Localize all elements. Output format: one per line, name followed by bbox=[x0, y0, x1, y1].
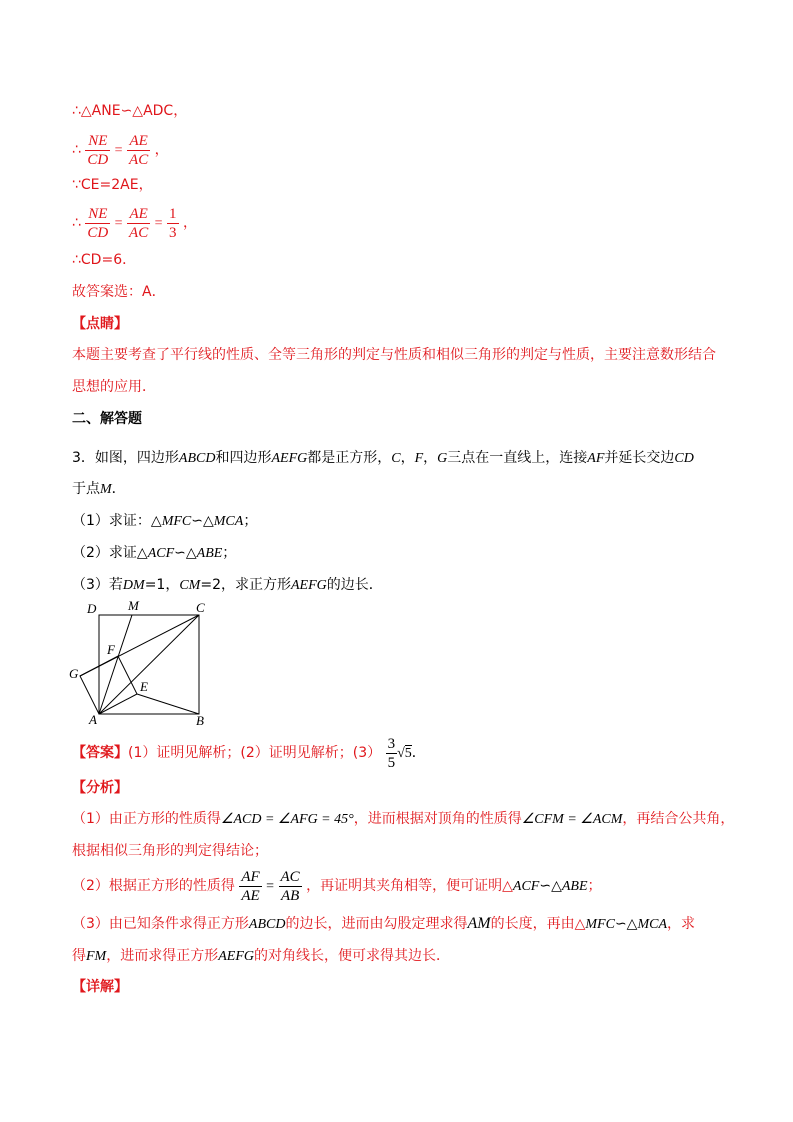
fraction-ae-ac: $\frac{AE}{AC}$ bbox=[129, 205, 149, 241]
equals-sign: = bbox=[154, 216, 163, 231]
question-1: （1）求证：△MFC∽△MCA； bbox=[72, 513, 258, 529]
comment-text-line-1: 本题主要考查了平行线的性质、全等三角形的判定与性质和相似三角形的判定与性质，主要注意数形结合 bbox=[72, 347, 716, 363]
analysis-line-1: （1）由正方形的性质得∠ACD = ∠AFG = 45°，进而根据对顶角的性质得∠CFM = ∠ACM，再结合公共角， bbox=[72, 811, 735, 827]
equals-sign: = bbox=[114, 216, 123, 231]
comment-heading: 【点睛】 bbox=[72, 316, 128, 332]
geometry-figure bbox=[64, 596, 224, 728]
problem-statement-line-1: 3．如图，四边形ABCD和四边形AEFG都是正方形，C，F，G三点在一直线上，连接AF并延长交边CD bbox=[72, 450, 694, 466]
comment-text-line-2: 思想的应用． bbox=[72, 379, 156, 395]
label-c: C bbox=[196, 600, 205, 615]
solution-line-3: ∵CE=2AE， bbox=[72, 177, 153, 193]
analysis-line-2: 根据相似三角形的判定得结论； bbox=[72, 843, 268, 859]
solution-line-2 bbox=[72, 130, 169, 171]
line-gc bbox=[80, 615, 199, 676]
therefore-symbol: ∴ bbox=[72, 142, 81, 158]
analysis-line-5: 得FM，进而求得正方形AEFG的对角线长，便可求得其边长． bbox=[72, 948, 450, 964]
fraction-one-third: $\frac{1}{3}$ bbox=[169, 205, 177, 241]
equals-sign: = bbox=[114, 143, 123, 158]
therefore-symbol: ∴ bbox=[72, 215, 81, 231]
analysis-line-4: （3）由已知条件求得正方形ABCD的边长，进而由勾股定理求得AM的长度，再由△MFC∽△MCA，求 bbox=[72, 915, 695, 932]
label-b: B bbox=[196, 713, 204, 728]
label-a: A bbox=[89, 712, 97, 727]
fraction-ne-cd: $\frac{NE}{CD}$ bbox=[87, 132, 109, 168]
analysis-heading: 【分析】 bbox=[72, 780, 128, 796]
label-g: G bbox=[69, 666, 79, 681]
question-3: （3）若DM=1，CM=2，求正方形AEFG的边长． bbox=[72, 577, 383, 593]
solution-line-5: ∴CD=6． bbox=[72, 252, 137, 268]
answer-tag: 【答案】 bbox=[72, 745, 128, 761]
label-m: M bbox=[128, 598, 139, 613]
answer-choice-line: 故答案选：A． bbox=[72, 284, 166, 300]
answer-line: 【答案】(1）证明见解析；(2）证明见解析；(3） $\frac{3}{5}$ √5． bbox=[72, 735, 426, 771]
label-e: E bbox=[140, 679, 148, 694]
comma: ， bbox=[182, 215, 197, 231]
problem-statement-line-2: 于点M． bbox=[72, 481, 126, 497]
detail-heading: 【详解】 bbox=[72, 979, 128, 995]
solution-line-1: ∴△ANE∽△ADC， bbox=[72, 103, 188, 119]
answer-text: (1）证明见解析；(2）证明见解析；(3） bbox=[128, 745, 382, 761]
fraction-ne-cd: $\frac{NE}{CD}$ bbox=[87, 205, 109, 241]
label-f: F bbox=[107, 642, 115, 657]
analysis-line-3: （2）根据正方形的性质得 $\frac{AF}{AE}$ = $\frac{AC}{AB}$ ，再证明其夹角相等，便可证明△ACF∽△ABE； bbox=[72, 868, 602, 904]
sqrt-five: √5 bbox=[397, 746, 412, 761]
fraction-af-ae: $\frac{AF}{AE}$ bbox=[241, 868, 260, 904]
line-ac bbox=[99, 615, 199, 714]
label-d: D bbox=[87, 601, 97, 616]
fraction-ac-ab: $\frac{AC}{AB}$ bbox=[280, 868, 300, 904]
fraction-ae-ac: $\frac{AE}{AC}$ bbox=[129, 132, 149, 168]
comma: ， bbox=[154, 142, 169, 158]
line-be bbox=[137, 694, 199, 714]
section-heading-answers: 二、解答题 bbox=[72, 411, 142, 427]
fraction-three-fifths: $\frac{3}{5}$ bbox=[387, 735, 396, 771]
question-2: （2）求证△ACF∽△ABE； bbox=[72, 545, 237, 561]
solution-line-4 bbox=[72, 203, 197, 244]
